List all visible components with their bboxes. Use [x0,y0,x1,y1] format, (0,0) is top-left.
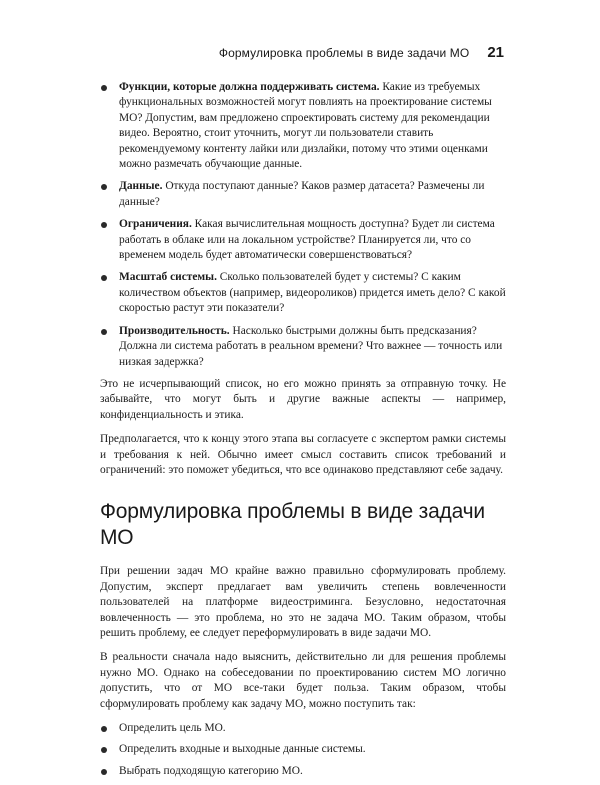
list-item [100,721,506,736]
list-item [100,324,506,370]
bullet-icon [101,329,107,335]
steps-list [100,721,506,779]
list-item [100,179,506,210]
list-item-text: Определить цель МО. [119,722,226,734]
bullet-icon [101,222,107,228]
list-item-text: Определить входные и выходные данные системы. [119,743,366,756]
list-item-term: Данные. [119,180,163,193]
list-item [100,270,506,316]
list-item-text: Какая вычислительная мощность доступна? Будет ли система работать в облаке или на локальном устройстве? Планируется ли, что со временем модель будет автоматически совершенствоваться? [119,218,495,262]
bullet-icon [101,85,107,91]
page-number: 21 [487,44,504,61]
section-heading: Формулировка проблемы в виде задачи МО [100,500,485,550]
running-header [100,44,504,66]
paragraph-reality: В реальности сначала надо выяснить, действительно ли для решения проблемы нужно МО. Однако на собеседовании по проектированию систем МО логично допустить, что от МО все-таки будет польза. Таким образом, чтобы сформулировать проблему как задачу МО, можно поступить так: [100,651,506,710]
list-item-text: Сколько пользователей будет у системы? С каким количеством объектов (например, видеороликов) придется иметь дело? С какой скоростью растут эти показатели? [119,271,506,315]
requirements-list [100,80,506,370]
list-item-text: Выбрать подходящую категорию МО. [119,764,303,777]
list-item [100,80,506,172]
page-content [100,80,506,785]
list-item-term: Масштаб системы. [119,271,217,284]
bullet-icon [101,275,107,281]
list-item-term: Функции, которые должна поддерживать система. [119,81,380,93]
list-item-term: Производительность. [119,324,230,337]
bullet-icon [101,184,107,190]
paragraph-not-exhaustive: Это не исчерпывающий список, но его можно принять за отправную точку. Не забывайте, что могут быть и другие важные аспекты — например, конфиденциальность и этика. [100,377,506,421]
bullet-icon [101,726,107,732]
list-item-term: Ограничения. [119,218,192,231]
list-item-text: Какие из требуемых функциональных возможностей могут повлиять на проектирование системы МО? Допустим, вам предложено спроектировать систему для рекомендации видео. Вероятно, стоит уточнить, могут ли пользователи ставить рекомендуемому контенту лайки или дизлайки, потому что этими оценками можно размечать обучающие данные. [119,81,492,171]
bullet-icon [101,769,107,775]
list-item-text: Насколько быстрыми должны быть предсказания? Должна ли система работать в реальном времени? Что важнее — точность или низкая задержка? [119,324,503,368]
running-header-title: Формулировка проблемы в виде задачи МО [218,46,470,60]
list-item [100,764,506,779]
paragraph-agreement: Предполагается, что к концу этого этапа вы согласуете с экспертом рамки системы и требования к ней. Обычно имеет смысл составить список требований и ограничений: это поможет убедиться, что все одинаково представляют себе задачу. [100,433,506,476]
list-item [100,217,506,263]
bullet-icon [101,747,107,753]
paragraph-framing: При решении задач МО крайне важно правильно сформулировать проблему. Допустим, эксперт предлагает вам увеличить степень вовлеченности пользователей на платформе видеостриминга. Безусловно, недостаточная вовлеченность — это проблема, но это не задача МО. Таким образом, чтобы решить проблему, ее следует переформулировать в виде задачи МО. [100,565,506,639]
list-item [100,742,506,757]
list-item-text: Откуда поступают данные? Каков размер датасета? Размечены ли данные? [119,180,485,208]
